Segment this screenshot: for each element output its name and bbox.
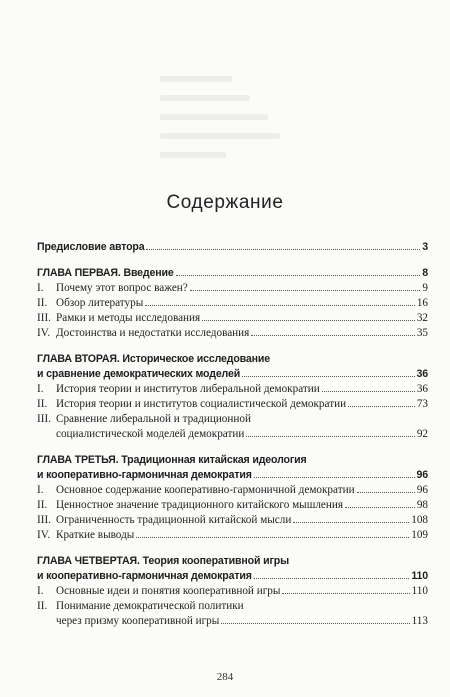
item-number: IV. <box>37 529 51 541</box>
toc-page: 3 <box>422 241 428 253</box>
item-number: III. <box>37 413 51 425</box>
item-number: I. <box>37 282 44 294</box>
toc-page: 8 <box>422 267 428 279</box>
toc-chapter-2[interactable] <box>37 367 428 382</box>
toc-chapter-1[interactable] <box>37 266 428 281</box>
toc-label: Почему этот вопрос важен? <box>56 282 188 294</box>
toc-page: 110 <box>411 585 428 597</box>
toc-chapter-4[interactable] <box>37 569 428 584</box>
toc-label: Ценностное значение традиционного китайского мышления <box>56 499 343 511</box>
toc-label: История теории и институтов социалистической демократии <box>56 398 347 410</box>
toc-page: 36 <box>416 383 428 395</box>
toc-label: Основное содержание кооперативно-гармоничной демократии <box>56 484 355 496</box>
toc-page: 109 <box>411 529 428 541</box>
item-number: III. <box>37 312 51 324</box>
toc-chapter-3[interactable] <box>37 468 428 483</box>
toc-label: Основные идеи и понятия кооперативной игры <box>56 585 281 597</box>
toc-label: Рамки и методы исследования <box>56 312 201 324</box>
toc-page: 9 <box>422 282 428 294</box>
toc-item[interactable] <box>37 599 428 614</box>
toc-item[interactable] <box>37 281 428 296</box>
dot-leader <box>221 623 409 624</box>
toc-label: Предисловие автора <box>37 241 145 253</box>
toc-item-continued[interactable] <box>37 427 428 442</box>
toc-item[interactable] <box>37 412 428 427</box>
dot-leader <box>251 335 415 336</box>
dot-leader <box>322 391 415 392</box>
dot-leader <box>190 290 421 291</box>
dot-leader <box>176 275 421 276</box>
chapter-title-line: ГЛАВА ЧЕТВЕРТАЯ. Теория кооперативной игры <box>37 555 289 567</box>
toc-label: Сравнение либеральной и традиционной <box>56 413 251 425</box>
toc-item[interactable] <box>37 311 428 326</box>
toc-item-continued[interactable] <box>37 614 428 629</box>
item-number: II. <box>37 398 48 410</box>
dot-leader <box>242 376 414 377</box>
dot-leader <box>145 305 415 306</box>
chapter-title: и сравнение демократических моделей <box>37 368 241 380</box>
toc-page: 16 <box>416 297 428 309</box>
toc-page: 96 <box>416 484 428 496</box>
toc-page: 92 <box>416 428 428 440</box>
chapter-title: и кооперативно-гармоничная демократия <box>37 570 252 582</box>
item-number: IV. <box>37 327 51 339</box>
item-number: II. <box>37 297 48 309</box>
toc-label: Краткие выводы <box>56 529 135 541</box>
toc-label: История теории и институтов либеральной демократии <box>56 383 320 395</box>
toc-page: 98 <box>416 499 428 511</box>
toc-label: Обзор литературы <box>56 297 144 309</box>
dot-leader <box>254 477 415 478</box>
item-number: I. <box>37 484 44 496</box>
chapter-title: ГЛАВА ПЕРВАЯ. Введение <box>37 267 174 279</box>
toc-label: Достоинства и недостатки исследования <box>56 327 250 339</box>
toc-page: 96 <box>416 469 428 481</box>
toc-item[interactable] <box>37 397 428 412</box>
toc-page: 73 <box>416 398 428 410</box>
toc-label: социалистической моделей демократии <box>56 428 245 440</box>
toc-item[interactable] <box>37 382 428 397</box>
bleed-through-text <box>160 76 280 186</box>
item-number: III. <box>37 514 51 526</box>
toc-page: 35 <box>416 327 428 339</box>
page-number: 284 <box>216 671 234 683</box>
toc-page: 32 <box>416 312 428 324</box>
toc-label: через призму кооперативной игры <box>56 615 220 627</box>
chapter-title: и кооперативно-гармоничная демократия <box>37 469 252 481</box>
chapter-title-line: ГЛАВА ТРЕТЬЯ. Традиционная китайская идеология <box>37 454 307 466</box>
dot-leader <box>202 320 415 321</box>
toc-item[interactable] <box>37 296 428 311</box>
dot-leader <box>136 537 409 538</box>
toc-page: 108 <box>411 514 428 526</box>
dot-leader <box>254 578 410 579</box>
toc-page: 113 <box>411 615 428 627</box>
table-of-contents <box>37 240 428 629</box>
toc-label: Ограниченность традиционной китайской мысли <box>56 514 292 526</box>
dot-leader <box>348 406 415 407</box>
chapter-title-line: ГЛАВА ВТОРАЯ. Историческое исследование <box>37 353 270 365</box>
toc-item[interactable] <box>37 584 428 599</box>
toc-label: Понимание демократической политики <box>56 600 244 612</box>
dot-leader <box>282 593 409 594</box>
item-number: I. <box>37 585 44 597</box>
toc-preface[interactable] <box>37 240 428 255</box>
dot-leader <box>345 507 415 508</box>
toc-item[interactable] <box>37 483 428 498</box>
item-number: II. <box>37 499 48 511</box>
dot-leader <box>357 492 415 493</box>
toc-item[interactable] <box>37 326 428 341</box>
toc-item[interactable] <box>37 498 428 513</box>
toc-page: 36 <box>416 368 428 380</box>
item-number: II. <box>37 600 48 612</box>
toc-item[interactable] <box>37 528 428 543</box>
toc-page: 110 <box>411 570 428 582</box>
dot-leader <box>146 249 420 250</box>
dot-leader <box>293 522 409 523</box>
item-number: I. <box>37 383 44 395</box>
toc-item[interactable] <box>37 513 428 528</box>
page-title: Содержание <box>166 192 284 213</box>
dot-leader <box>246 436 414 437</box>
